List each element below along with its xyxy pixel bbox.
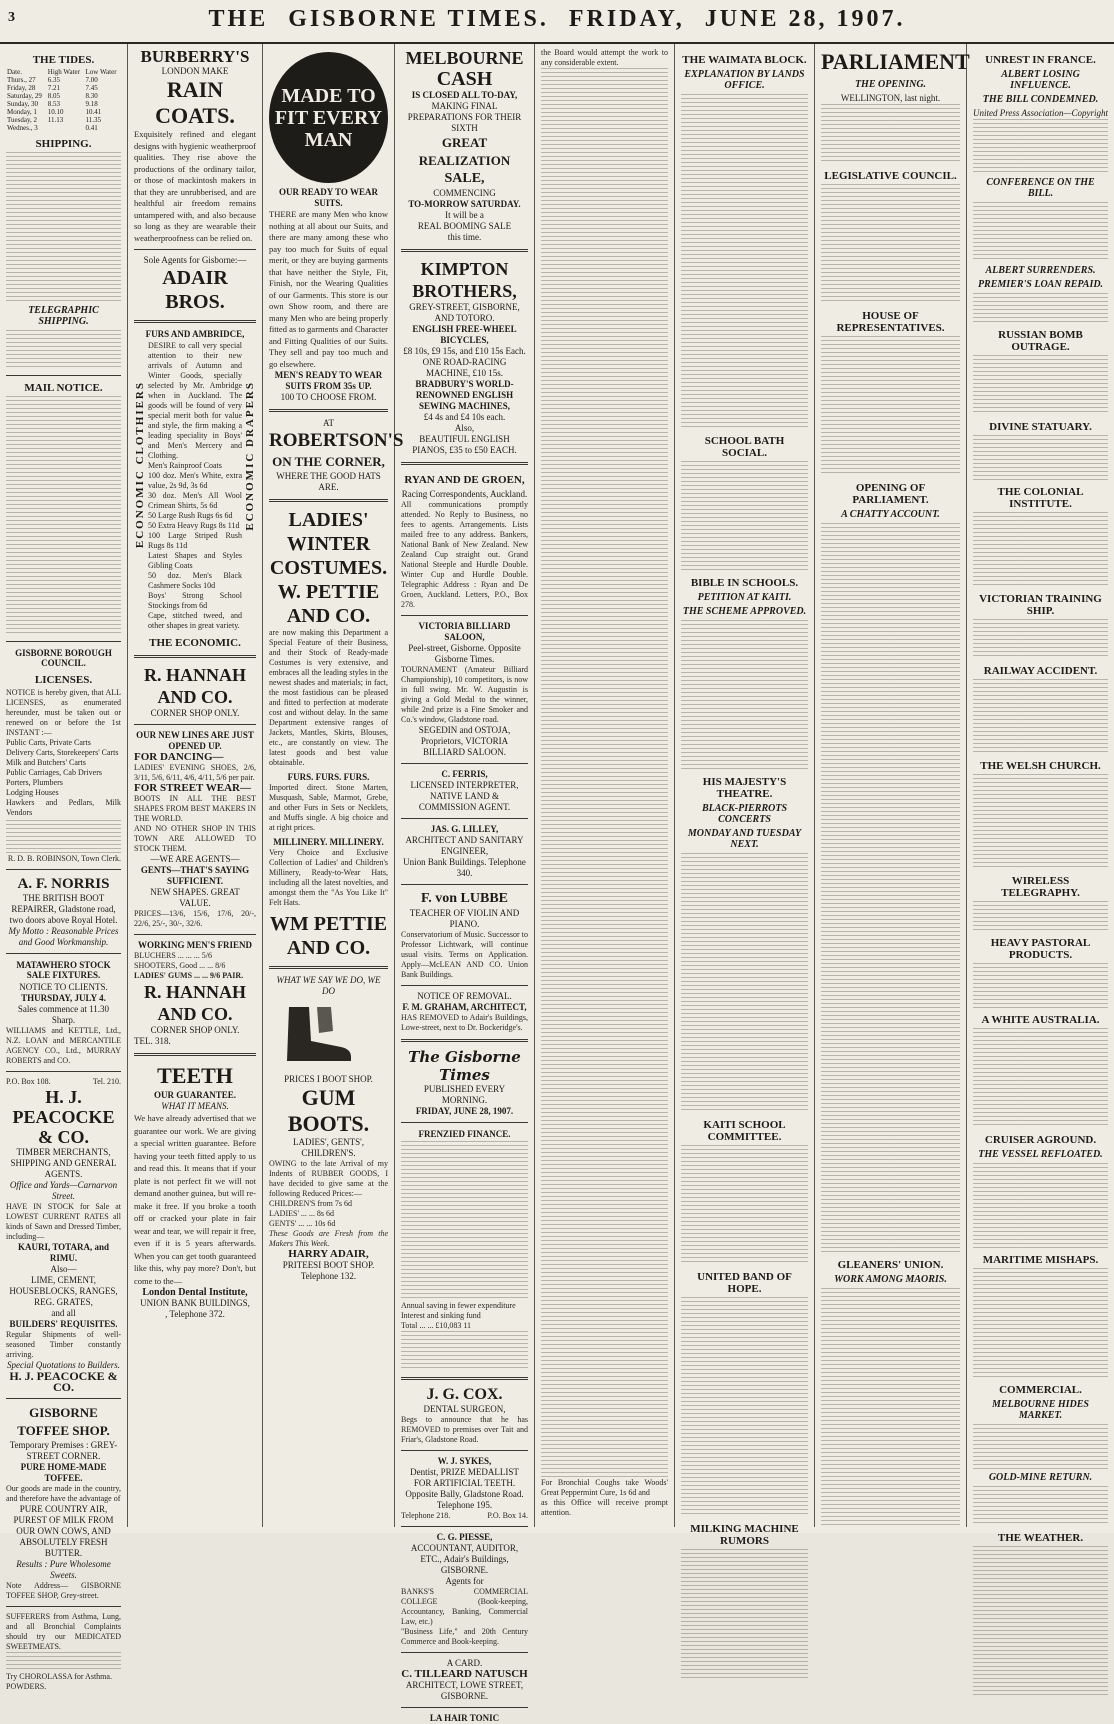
town-clerk-signature: R. D. B. ROBINSON, Town Clerk. (7, 854, 121, 863)
parliament-heading: PARLIAMENT (821, 49, 970, 74)
rain-coats: RAIN COATS. (155, 77, 235, 128)
hannah-name-1: R. HANNAH AND CO. (144, 665, 246, 707)
column-3: MADE TO FIT EVERY MAN OUR READY TO WEAR SUITS. THERE are many Men who know nothing at all about our Suits, and there are many among these who pay too much for Suits of equal merit, or they are buying garments that have neither the Style, Fit, Finish, nor the Wearing Qualities of our Garments. This store is our own Show room, and there are many Men who are being properly fitted as to garments and Character and Fitting Qualities of our Suits. They sell and pay too much and go elsewhere. MEN'S READY TO WEAR SUITS FROM 35s UP. 100 TO CHOOSE FROM. AT ROBERTSON'S ON THE CORNER, WHERE THE GOOD HATS ARE. LADIES' WINTER COSTUMES. W. PETTIE AND CO. are now making this Department a Special Feature of their Business, and their Stock of Ready-made Costumes is very extensive, and embraces all the leading styles in the newest shades and materials; in fact, the most fastidious can be pleased and fitted to perfection at moderate cost and without delay. In the same Department extensive ranges of Jackets, Mantles, Skirts, Blouses, etc., are constantly on view. The latest goods and best value obtainable. FURS. FURS. FURS. Imported direct. Stone Marten, Musquash, Sable, Marmot, Grebe, and other Furs in Sets or Necklets, and Muffs single. A big choice and at right prices. MILLINERY. MILLINERY. Very Choice and Exclusive Collection of Ladies' and Children's Millinery, Ready-to-Wear Hats, including all the latest novelties, and amongst them the "As You Like It" Felt Hats. WM PETTIE AND CO. WHAT WE SAY WE DO, WE DO PRICES I BOOT SHOP. GUM BOOTS. LADIES', GENTS', CHILDREN'S. OWING to the late Arrival of my Indents of RUBBER GOODS, I have decided to give same at the following Reduced Prices:— CHILDREN'S from 7s 6d LADIES' ... ... 8s 6d GENTS' ... ... 10s 6d These Goods are Fresh from the Makers This Week. HARRY ADAIR, PRITEESI BOOT SHOP. Telephone 132. (263, 44, 395, 1527)
robertsons: ROBERTSON'S (269, 430, 404, 451)
column-7: PARLIAMENT THE OPENING. WELLINGTON, last night. LEGISLATIVE COUNCIL. HOUSE OF REPRESENTATIVES. OPENING OF PARLIAMENT. A CHATTY ACCOUNT. GLEANERS' UNION. WORK AMONG MAORIS. (815, 44, 967, 1527)
shipping-heading: SHIPPING. (35, 138, 92, 150)
pettie-name-1: W. PETTIE AND CO. (277, 581, 380, 627)
ladies-winter-costumes: LADIES' WINTER COSTUMES. (269, 509, 388, 579)
tides-table: Date. High Water Low Water Thurs., 27 6.35 7.00 Friday, 28 7.21 7.45 Saturday, 29 8.05 8.30 Sunday, 30 8.53 9.18 Monday, 1 10.10 10.41 Tuesday, 2 11.13 11.35 Wednes., 3 0.41 (7, 68, 117, 132)
licenses-notice: NOTICE is hereby given, that ALL LICENSES, as enumerated hereunder, must be taken out or renewed on or before the 1st INSTANT :— (6, 688, 121, 737)
economic-drapers-vertical: ECONOMIC DRAPERS (244, 381, 256, 531)
licenses-heading: LICENSES. (34, 674, 93, 686)
tides-heading: THE TIDES. (32, 54, 95, 66)
newspaper-title: THE GISBORNE TIMES. FRIDAY, JUNE 28, 1907. (208, 6, 906, 32)
melbourne-heading: MELBOURNE (405, 48, 524, 68)
column-1: THE TIDES. Date. High Water Low Water Thurs., 27 6.35 7.00 Friday, 28 7.21 7.45 Saturday, 29 8.05 8.30 Sunday, 30 8.53 9.18 Monday, 1 10.10 10.41 Tuesday, 2 11.13 11.35 Wednes., 3 0.41 SHIPPING. TELEGRAPHIC SHIPPING. MAIL NOTICE. GISBORNE BOROUGH COUNCIL. LICENSES. NOTICE is hereby given, that ALL LICENSES, as enumerated hereunder, must be taken out or renewed on or before the 1st INSTANT :— Public Carts, Private Carts Delivery Carts, Storekeepers' Carts Milk and Butchers' Carts Public Carriages, Cab Drivers Porters, Plumbers Lodging Houses Hawkers and Pedlars, Milk Vendors R. D. B. ROBINSON, Town Clerk. A. F. NORRIS THE BRITISH BOOT REPAIRER, Gladstone road, two doors above Royal Hotel. My Motto : Reasonable Prices and Good Workmanship. MATAWHERO STOCK SALE FIXTURES. NOTICE TO CLIENTS. THURSDAY, JULY 4. Sales commence at 11.30 Sharp. WILLIAMS and KETTLE, Ltd., N.Z. LOAN and MERCANTILE AGENCY CO., Ltd., MURRAY ROBERTS and CO. P.O. Box 108. Tel. 210. H. J. PEACOCKE & CO. TIMBER MERCHANTS, SHIPPING AND GENERAL AGENTS. Office and Yards—Carnarvon Street. HAVE IN STOCK for Sale at LOWEST CURRENT RATES all kinds of Sawn and Dressed Timber, including— KAURI, TOTARA, and RIMU. Also— LIME, CEMENT, HOUSEBLOCKS, RANGES, REG. GRATES, and all BUILDERS' REQUISITES. Regular Shipments of well-seasoned Timber constantly arriving. Special Quotations to Builders. H. J. PEACOCKE & CO. GISBORNE TOFFEE SHOP. Temporary Premises : GREY-STREET CORNER. PURE HOME-MADE TOFFEE. Our goods are made in the country, and therefore have the advantage of PURE COUNTRY AIR, PUREST OF MILK FROM OUR OWN COWS, AND ABSOLUTELY FRESH BUTTER. Results : Pure Wholesome Sweets. Note Address— GISBORNE TOFFEE SHOP, Grey-street. SUFFERERS from Asthma, Lung, and all Bronchial Complaints should try our MEDICATED SWEETMEATS. Try CHOROLASSA for Asthma. POWDERS. (0, 44, 128, 1527)
matawhero-heading: MATAWHERO STOCK SALE FIXTURES. (16, 960, 111, 980)
burberry-name: BURBERRY'S (140, 47, 250, 66)
gum-boots: GUM BOOTS. (287, 1085, 370, 1136)
column-5: the Board would attempt the work to any considerable extent. For Bronchial Coughs take Woods' Great Peppermint Cure, 1s 6d and as this Office will receive prompt attention. (535, 44, 675, 1527)
teeth-heading: TEETH (157, 1063, 233, 1088)
mail-heading: MAIL NOTICE. (24, 382, 103, 394)
hannah-name-2: R. HANNAH AND CO. (144, 982, 246, 1024)
kimpton-brothers: KIMPTON BROTHERS, (412, 259, 517, 301)
von-lubbe: F. von LUBBE (420, 891, 508, 906)
column-8: UNREST IN FRANCE. ALBERT LOSING INFLUENCE. THE BILL CONDEMNED. United Press Association—Copyright CONFERENCE ON THE BILL. ALBERT SURRENDERS. PREMIER'S LOAN REPAID. RUSSIAN BOMB OUTRAGE. DIVINE STATUARY. THE COLONIAL INSTITUTE. VICTORIAN TRAINING SHIP. RAILWAY ACCIDENT. THE WELSH CHURCH. WIRELESS TELEGRAPHY. HEAVY PASTORAL PRODUCTS. A WHITE AUSTRALIA. CRUISER AGROUND. THE VESSEL REFLOATED. MARITIME MISHAPS. COMMERCIAL. MELBOURNE HIDES MARKET. GOLD-MINE RETURN. THE WEATHER. (967, 44, 1114, 1527)
shipping-text (6, 152, 121, 302)
mail-text (6, 396, 121, 636)
adair-bros: ADAIR BROS. (162, 267, 228, 313)
frenzied-finance: FRENZIED FINANCE. (418, 1129, 511, 1139)
ryan-de-groen: RYAN AND DE GROEN, (404, 474, 525, 486)
pettie-name-2: WM PETTIE AND CO. (269, 913, 388, 959)
masthead (0, 0, 1114, 44)
telegraphic-shipping: TELEGRAPHIC SHIPPING. (28, 305, 99, 327)
column-4: MELBOURNE CASH IS CLOSED ALL TO-DAY, MAKING FINAL PREPARATIONS FOR THEIR SIXTH GREAT REALIZATION SALE, COMMENCING TO-MORROW SATURDAY. It will be a REAL BOOMING SALE this time. KIMPTON BROTHERS, GREY-STREET, GISBORNE, AND TOTORO. ENGLISH FREE-WHEEL BICYCLES, £8 10s, £9 15s, and £10 15s Each. ONE ROAD-RACING MACHINE, £10 15s. BRADBURY'S WORLD-RENOWNED ENGLISH SEWING MACHINES, £4 4s and £4 10s each. Also, BEAUTIFUL ENGLISH PIANOS, £35 to £50 EACH. RYAN AND DE GROEN, Racing Correspondents, Auckland. All communications promptly attended. No Reply to Business, no fees to agents. Arrangements. Lists mailed free to any address. Bankers, National Bank of New Zealand. New Zealand Cup straight out. Grand National Steeple and Hurdle Double. Winter Cup and Hurdle Double. Telegraphic Address : Ryan and De Groen, Auckland. Letters, P.O., Box 278. VICTORIA BILLIARD SALOON, Peel-street, Gisborne. Opposite Gisborne Times. TOURNAMENT (Amateur Billiard Championship), 10 competitors, is now in full swing. Mr. W. Augustin is giving a Gold Medal to the winner, while 2nd prize is a Fine Smoker and Co.'s window, Gladstone road. SEGEDIN and OSTOJA, Proprietors, VICTORIA BILLIARD SALOON. C. FERRIS, LICENSED INTERPRETER, NATIVE LAND & COMMISSION AGENT. JAS. G. LILLEY, ARCHITECT AND SANITARY ENGINEER, Union Bank Buildings. Telephone 340. F. von LUBBE TEACHER OF VIOLIN AND PIANO. Conservatorium of Music. Successor to Professor Lichtwark, will continue usual visits. Terms on Application. Apply—McLEAN AND CO. Union Bank Buildings. NOTICE OF REMOVAL. F. M. GRAHAM, ARCHITECT, HAS REMOVED to Adair's Buildings, Lowe-street, next to Dr. Bockeridge's. The Gisborne Times PUBLISHED EVERY MORNING. FRIDAY, JUNE 28, 1907. FRENZIED FINANCE. Annual saving in fewer expenditure Interest and sinking fund Total ... ... £10,083 11 J. G. COX. DENTAL SURGEON, Begs to announce that he has REMOVED to premises over Tait and Friar's, Gladstone Road. W. J. SYKES, Dentist, PRIZE MEDALLIST FOR ARTIFICIAL TEETH. Opposite Bally, Gladstone Road. Telephone 195. Telephone 218. P.O. Box 14. C. G. PIESSE, ACCOUNTANT, AUDITOR, ETC., Adair's Buildings, GISBORNE. Agents for BANKS'S COMMERCIAL COLLEGE (Book-keeping, Accountancy, Banking, Commercial Law, etc.) "Business Life," and 20th Century Commerce and Book-keeping. A CARD. C. TILLEARD NATUSCH ARCHITECT, LOWE STREET, GISBORNE. LA HAIR TONIC (395, 44, 535, 1527)
gum-boot-icon (269, 1003, 359, 1063)
peacocke-name: H. J. PEACOCKE & CO. (12, 1087, 115, 1147)
gisborne-times-nameplate: The Gisborne Times (408, 1048, 521, 1084)
furs-ambridge-heading: FURS AND AMBRIDCE, (145, 329, 245, 339)
news-text-block (541, 68, 668, 1478)
page-number-left: 3 (8, 10, 15, 25)
jg-cox: J. G. COX. (426, 1386, 503, 1403)
dental-institute: London Dental Institute, (142, 1287, 248, 1298)
norris-heading: A. F. NORRIS (17, 876, 110, 892)
column-6: THE WAIMATA BLOCK. EXPLANATION BY LANDS OFFICE. SCHOOL BATH SOCIAL. BIBLE IN SCHOOLS. PETITION AT KAITI. THE SCHEME APPROVED. HIS MAJESTY'S THEATRE. BLACK-PIERROTS CONCERTS MONDAY AND TUESDAY NEXT. KAITI SCHOOL COMMITTEE. UNITED BAND OF HOPE. MILKING MACHINE RUMORS (675, 44, 815, 1527)
the-economic: THE ECONOMIC. (149, 637, 241, 649)
council-heading: GISBORNE BOROUGH COUNCIL. (15, 648, 112, 668)
economic-clothiers-vertical: ECONOMIC CLOTHIERS (134, 381, 146, 549)
made-to-fit-banner: MADE TO FIT EVERY MAN (269, 52, 388, 183)
column-2: BURBERRY'S LONDON MAKE RAIN COATS. Exquisitely refined and elegant designs with hygienic weatherproof qualities. They rise above the productions of the ordinary tailor, or those of mackintosh makers in that they are unrubberised, and are healthful air freedom remains untampered with, and also because so long as they are wearable their weatherproofness can be relied on. Sole Agents for Gisborne:— ADAIR BROS. FURS AND AMBRIDCE, ECONOMIC CLOTHIERS ECONOMIC DRAPERS DESIRE to call very special attention to their new arrivals of Autumn and Winter Goods, specially selected by Mr. Ambridge when in Auckland. The goods will be found of very special merit both for value and style, the firm making a leading speciality in Boys' and Men's Mercery and Clothing. Men's Rainproof Coats 100 doz. Men's White, extra value, 2s 9d, 3s 6d 30 doz. Men's All Wool Crimean Shirts, 5s 6d 50 Large Rush Rugs 6s 6d 50 Extra Heavy Rugs 8s 11d 100 Large Striped Rush Rugs 8s 11d Latest Shapes and Styles Gibling Coats 50 doz. Men's Black Cashmere Socks 10d Boys' Strong School Stockings from 6d Cape, stitched tweed, and other shapes in great variety. THE ECONOMIC. R. HANNAH AND CO. CORNER SHOP ONLY. OUR NEW LINES ARE JUST OPENED UP. FOR DANCING— LADIES' EVENING SHOES, 2/6, 3/11, 5/6, 6/11, 4/6, 4/11, 5/6 per pair. FOR STREET WEAR— BOOTS IN ALL THE BEST SHAPES FROM BEST MAKERS IN THE WORLD. AND NO OTHER SHOP IN THIS TOWN ARE ALLOWED TO STOCK THEM. —WE ARE AGENTS— GENTS—THAT'S SAYING SUFFICIENT. NEW SHAPES. GREAT VALUE. PRICES—13/6, 15/6, 17/6, 20/-, 22/6, 25/-, 30/-, 32/6. WORKING MEN'S FRIEND BLUCHERS ... ... ... 5/6 SHOOTERS, Good ... ... 8/6 LADIES' GUMS ... ... 9/6 PAIR. R. HANNAH AND CO. CORNER SHOP ONLY. TEL. 318. TEETH OUR GUARANTEE. WHAT IT MEANS. We have already advertised that we guarantee our work. We are giving a special written guarantee. Before having your teeth fitted apply to us and read this. It means that if your plate is not perfect fit we will not demand another guinea, but will re-make it free. If you broke a tooth off or cracked your plate in fair wear and tear, we will repair it free, even if it is 5 years afterwards. When you can get tooth guaranteed like this, why pay more? Don't, but come to the— London Dental Institute, UNION BANK BUILDINGS, , Telephone 372. (128, 44, 263, 1527)
toffee-heading: GISBORNE TOFFEE SHOP. (17, 1405, 110, 1438)
